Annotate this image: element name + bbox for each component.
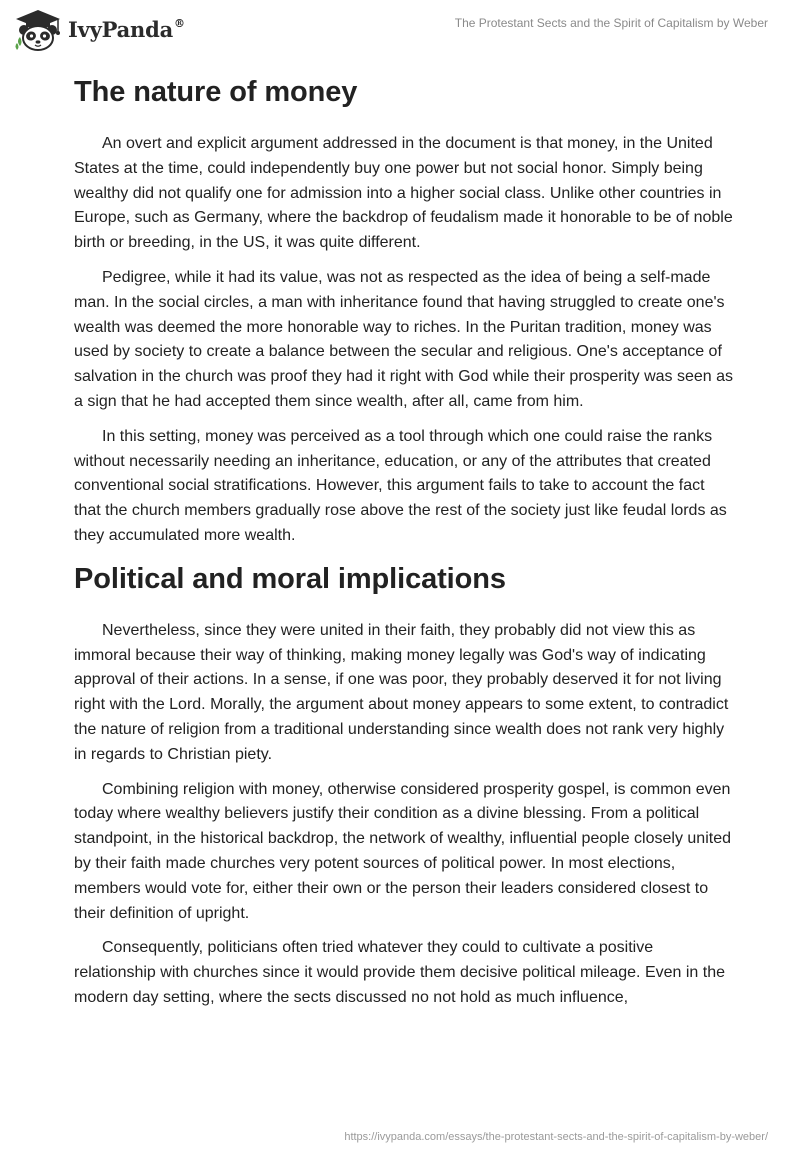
section-heading: Political and moral implications bbox=[74, 562, 506, 595]
panda-graduate-icon bbox=[14, 8, 62, 52]
paragraph: Nevertheless, since they were united in their faith, they probably did not view this as immoral because their way of thinking, making money legally was God's way of indicating approval of their actions. In a sense, if one was poor, they probably deserved it for not living right with the Lord. Morally, the argument about money appears to some extent, to contradict the nature of religion from a traditional understanding since wealth does not rank very highly in regards to Christian piety. bbox=[74, 621, 729, 763]
document-title: The Protestant Sects and the Spirit of Capitalism by Weber bbox=[454, 16, 768, 30]
essay-body bbox=[74, 70, 734, 1021]
source-url[interactable]: https://ivypanda.com/essays/the-protestant-sects-and-the-spirit-of-capitalism-by-weber/ bbox=[344, 1131, 768, 1143]
paragraph: Pedigree, while it had its value, was not as respected as the idea of being a self-made man. In the social circles, a man with inheritance found that having struggled to create one's wealth was deemed the more honorable way to riches. In the Puritan tradition, money was used by society to create a balance between the secular and religious. One's acceptance of salvation in the church was proof they had it right with God while their prosperity was seen as a sign that he had accepted them since wealth, after all, came from him. bbox=[74, 268, 733, 410]
logo-wordmark bbox=[68, 17, 185, 42]
section-heading: The nature of money bbox=[74, 76, 358, 108]
page-header bbox=[0, 0, 800, 60]
paragraph: Consequently, politicians often tried whatever they could to cultivate a positive relationship with churches since it would provide them decisive political mileage. Even in the modern day setting, where the sects discussed no not hold as much influence, bbox=[74, 939, 725, 1006]
paragraph: In this setting, money was perceived as a tool through which one could raise the ranks without necessarily needing an inheritance, education, or any of the attributes that created conventional social stratifications. However, this argument fails to take to account the fact that the church members gradually rose above the rest of the society just like feudal lords as they accumulated more wealth. bbox=[74, 427, 727, 544]
paragraph: An overt and explicit argument addressed in the document is that money, in the United States at the time, could independently buy one power but not social honor. Simply being wealthy did not qualify one for admission into a higher social class. Unlike other countries in Europe, such as Germany, where the backdrop of feudalism made it honorable to be of noble birth or breeding, in the US, it was quite different. bbox=[74, 135, 733, 252]
ivypanda-logo[interactable] bbox=[14, 8, 185, 52]
registered-mark: ® bbox=[174, 16, 185, 30]
logo-name: IvyPanda bbox=[68, 16, 174, 42]
paragraph: Combining religion with money, otherwise considered prosperity gospel, is common even today where wealthy believers justify their condition as a divine blessing. From a political standpoint, in the historical backdrop, the network of wealthy, influential people closely united by their faith made churches very potent sources of political power. In most elections, members would vote for, either their own or the person their leaders considered closest to their definition of upright. bbox=[74, 780, 731, 922]
